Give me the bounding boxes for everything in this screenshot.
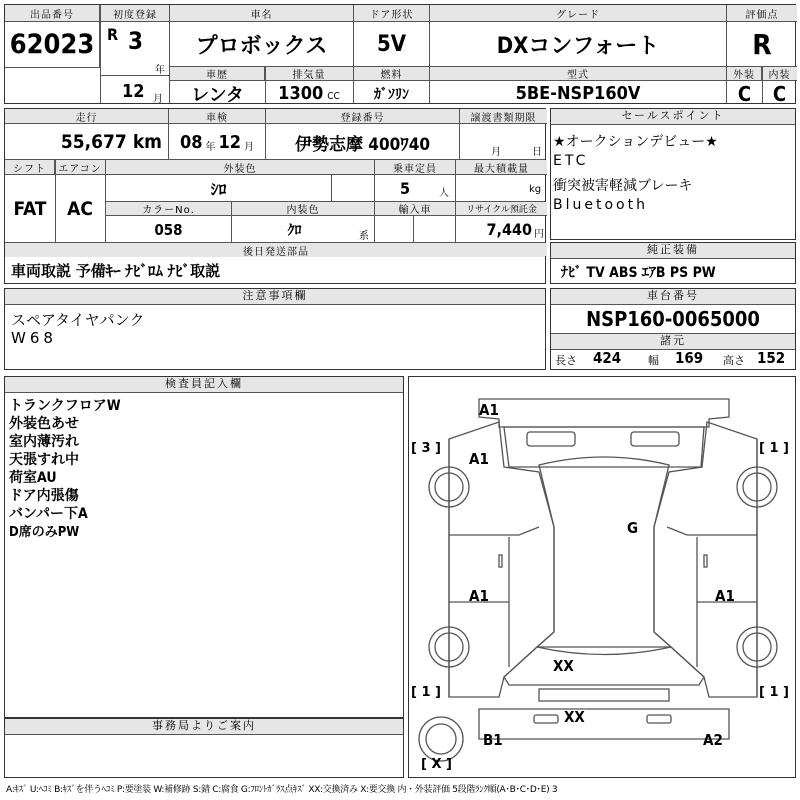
car-name-label: 車名 [170,5,353,22]
inspector-label: 検査員記入欄 [5,377,403,393]
inspector-note-8: D席のみPW [9,525,80,540]
inspector-note-7: バンパー下A [9,506,88,522]
era-value: R [107,25,119,44]
interior-grade: C [772,81,787,106]
mileage-number: 55,677 [60,131,127,153]
exterior-label: 外装 [727,67,762,81]
vehicle-info-block [4,108,546,256]
mark-xx-center: XX [553,657,574,675]
later-items-box [4,256,546,284]
int-color-label: 内装色 [232,202,374,216]
tire-bottom-left: [ 1 ] [411,685,441,700]
car-name-value: プロボックス [195,33,328,59]
specs-label: 諸元 [551,333,795,350]
cc-unit: CC [327,91,340,102]
km-unit: km [132,131,162,153]
notes-block [4,288,546,370]
yen-unit: 円 [534,229,544,240]
reg-no-label: 登録番号 [266,109,459,124]
inspector-note-4: 天張すれ中 [9,452,79,468]
fuel-label: 燃料 [354,67,429,81]
recycle-label: リサイクル預託金 [456,202,547,216]
genuine-block [550,242,796,284]
later-items-value: 車両取説 予備ｷｰ ﾅﾋﾞﾛﾑ ﾅﾋﾞ取説 [11,262,221,280]
insp-month-unit: 月 [244,141,255,153]
doc-month: 月 [491,147,501,158]
roof-shape [537,457,671,655]
month-unit: 月 [153,94,163,105]
insp-year-unit: 年 [205,141,216,153]
mileage-value [5,125,168,159]
sales-point-label: セールスポイント [551,109,795,125]
tire-spare: [ X ] [421,757,452,772]
tire-bottom-right: [ 1 ] [759,685,789,700]
genuine-label: 純正装備 [551,243,795,259]
grade-label: グレード [430,5,726,22]
sales-point-block [550,108,796,240]
notes-label: 注意事項欄 [5,289,545,305]
mark-g-roof: G [627,519,639,537]
car-diagram [409,377,795,777]
int-color-value: ｸﾛ [287,222,302,239]
color-no-value: 058 [154,220,183,239]
mark-b1: B1 [483,731,503,749]
inspection-label: 車検 [169,109,265,124]
ext-color-label: 外装色 [106,160,374,175]
notes-line-1: スペアタイヤパンク [11,311,145,329]
interior-label: 内装 [762,67,797,81]
tire-top-right: [ 1 ] [759,441,789,456]
shift-value: FAT [13,197,47,220]
history-value: レンタ [191,84,244,106]
capacity-label: 乗車定員 [375,160,455,175]
model-code-value: 5BE-NSP160V [515,83,641,104]
legend: A:ｷｽﾞ U:ﾍｺﾐ B:ｷｽﾞを伴うﾍｺﾐ P:要塗装 W:補修跡 S:錆 C:腐食 G:ﾌﾛﾝﾄｶﾞﾗｽ点ｷｽﾞ XX:交換済み X:要交換 内・外装評価 5段階ﾗﾝｸ順(A･B･C･D･E) 3 [6,785,558,795]
sales-point-4: Bluetooth [553,197,648,213]
displacement-label: 排気量 [265,67,353,81]
first-reg-label: 初度登録 [101,5,169,22]
inspector-block [4,376,404,718]
lot-no-label: 出品番号 [5,5,100,22]
score-value: R [752,27,772,61]
insp-year: 08 [179,131,203,153]
recycle-value [456,217,547,242]
reg-year-value: 3 [128,27,144,55]
inspector-note-6: ドア内張傷 [9,488,79,504]
ext-color-value: ｼﾛ [210,179,227,199]
header-block [4,4,796,104]
door-label: ドア形状 [354,5,429,22]
model-code-label: 型式 [430,67,726,81]
persons-unit: 人 [439,188,449,199]
inspector-note-3: 室内薄汚れ [9,434,79,450]
displacement-number: 1300 [278,83,324,104]
sales-point-2: ETC [553,153,589,169]
color-no-label: カラーNo. [106,202,231,216]
specs-row [551,349,795,369]
inspector-note-5: 荷室AU [9,470,57,486]
chassis-block [550,288,796,370]
mark-a1-left-rear: A1 [469,587,489,605]
height-value: 152 [757,349,786,367]
reg-month-value: 12 [122,81,145,102]
exterior-grade: C [737,81,752,106]
mileage-label: 走行 [5,109,168,124]
doc-day: 日 [532,147,542,158]
door-value: 5V [376,31,407,57]
displacement-value [265,82,353,105]
length-label: 長さ [555,354,577,367]
insp-month: 12 [218,131,242,153]
aircon-value: AC [67,197,93,220]
car-diagram-block [408,376,796,778]
rear-bumper-shape [479,709,729,739]
mark-a1-left-door: A1 [469,450,489,468]
mark-a2: A2 [703,731,723,749]
sales-point-1: ★オークションデビュー★ [553,134,718,150]
history-label: 車歴 [170,67,265,81]
reg-no-value: 伊勢志摩 400ﾜ40 [294,134,431,155]
max-load-label: 最大積載量 [456,160,547,175]
aircon-label: エアコン [55,160,105,175]
chassis-value: NSP160-0065000 [586,307,760,331]
doc-deadline-label: 譲渡書類期限 [460,109,547,124]
sales-point-3: 衝突被害軽減ブレーキ [553,178,693,194]
grade-value: DXコンフォート [496,33,660,59]
hood-shape [504,427,704,467]
later-items-label: 後日発送部品 [5,243,547,257]
mark-a1-right-rear: A1 [715,587,735,605]
system-unit: 系 [359,231,369,242]
fuel-value: ｶﾞｿﾘﾝ [374,86,409,103]
score-label: 評価点 [727,5,797,22]
rear-gate-shape [504,647,704,685]
height-label: 高さ [723,354,745,367]
inspector-note-1: トランクフロアW [9,398,121,414]
front-bumper-shape [479,399,729,427]
mark-a1-top: A1 [479,401,499,419]
length-value: 424 [593,349,622,367]
kg-unit: kg [529,184,542,195]
tire-top-left: [ 3 ] [411,441,441,456]
shift-label: シフト [5,160,55,175]
office-label: 事務局よりご案内 [5,719,403,735]
year-unit: 年 [155,65,165,76]
capacity-value: 5 [399,178,410,198]
mark-xx-rear: XX [564,708,585,726]
recycle-number: 7,440 [486,220,532,239]
lot-no-value: 62023 [5,22,100,67]
genuine-value: ﾅﾋﾞ TV ABS ｴｱB PS PW [561,265,716,281]
office-block [4,718,404,778]
width-label: 幅 [648,354,659,367]
inspector-note-2: 外装色あせ [9,416,79,432]
import-label: 輸入車 [375,202,455,216]
notes-line-2: W68 [11,329,57,347]
chassis-label: 車台番号 [551,289,795,305]
inspection-value [169,125,265,159]
width-value: 169 [675,349,704,367]
